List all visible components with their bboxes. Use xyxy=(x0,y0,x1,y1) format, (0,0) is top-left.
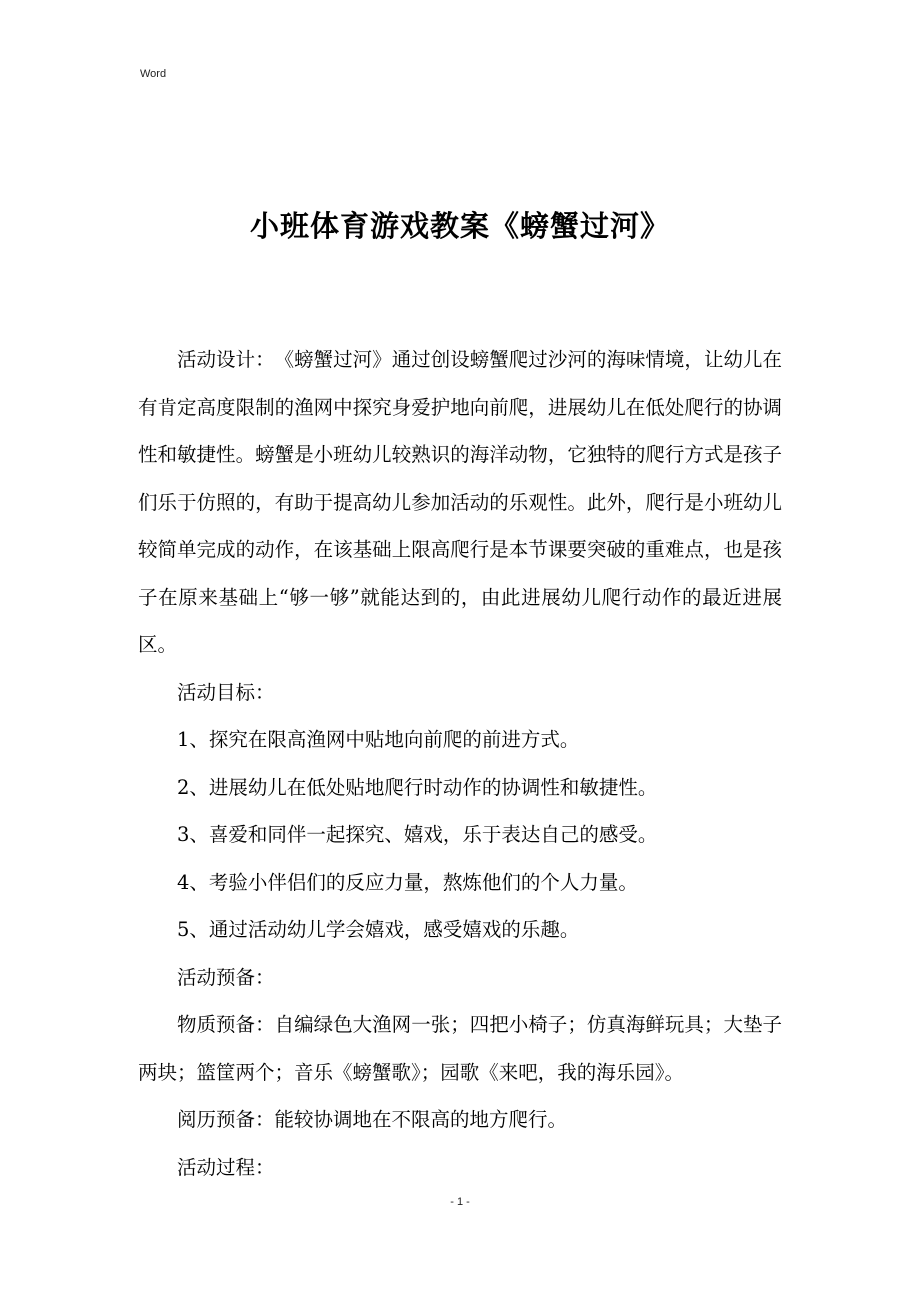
paragraph-goal-3: 3、喜爱和同伴一起探究、嬉戏，乐于表达自己的感受。 xyxy=(177,823,658,846)
paragraph-process-heading: 活动过程： xyxy=(177,1155,275,1179)
page-number: - 1 - xyxy=(450,1196,470,1208)
paragraph-material-preparation: 物质预备：自编绿色大渔网一张；四把小椅子；仿真海鲜玩具；大垫子两块；篮筐两个；音乐《螃蟹歌》；园歌《来吧，我的海乐园》。 xyxy=(138,1013,782,1084)
document-body xyxy=(138,336,782,1191)
paragraph-activity-design: 活动设计： 《螃蟹过河》通过创设螃蟹爬过沙河的海味情境，让幼儿在有肯定高度限制的渔网中探究身爱护地向前爬，进展幼儿在低处爬行的协调性和敏捷性。螃蟹是小班幼儿较熟识的海洋动物，它独特的爬行方式是孩子们乐于仿照的，有助于提高幼儿参加活动的乐观性。此外，爬行是小班幼儿较简单完成的动作，在该基础上限高爬行是本节课要突破的重难点，也是孩子在原来基础上“够一够”就能达到的，由此进展幼儿爬行动作的最近进展区。 xyxy=(138,348,782,656)
paragraph-goal-2: 2、进展幼儿在低处贴地爬行时动作的协调性和敏捷性。 xyxy=(177,775,658,799)
paragraph-goals-heading: 活动目标： xyxy=(177,680,275,704)
document-title: 小班体育游戏教案《螃蟹过河》 xyxy=(249,209,670,243)
header-label: Word xyxy=(140,68,167,80)
paragraph-experience-preparation: 阅历预备：能较协调地在不限高的地方爬行。 xyxy=(177,1108,568,1131)
paragraph-goal-5: 5、通过活动幼儿学会嬉戏，感受嬉戏的乐趣。 xyxy=(177,918,580,941)
paragraph-preparation-heading: 活动预备： xyxy=(177,965,275,989)
paragraph-goal-4: 4、考验小伴侣们的反应力量，熬炼他们的个人力量。 xyxy=(177,870,638,894)
paragraph-goal-1: 1、探究在限高渔网中贴地向前爬的前进方式。 xyxy=(177,728,580,751)
